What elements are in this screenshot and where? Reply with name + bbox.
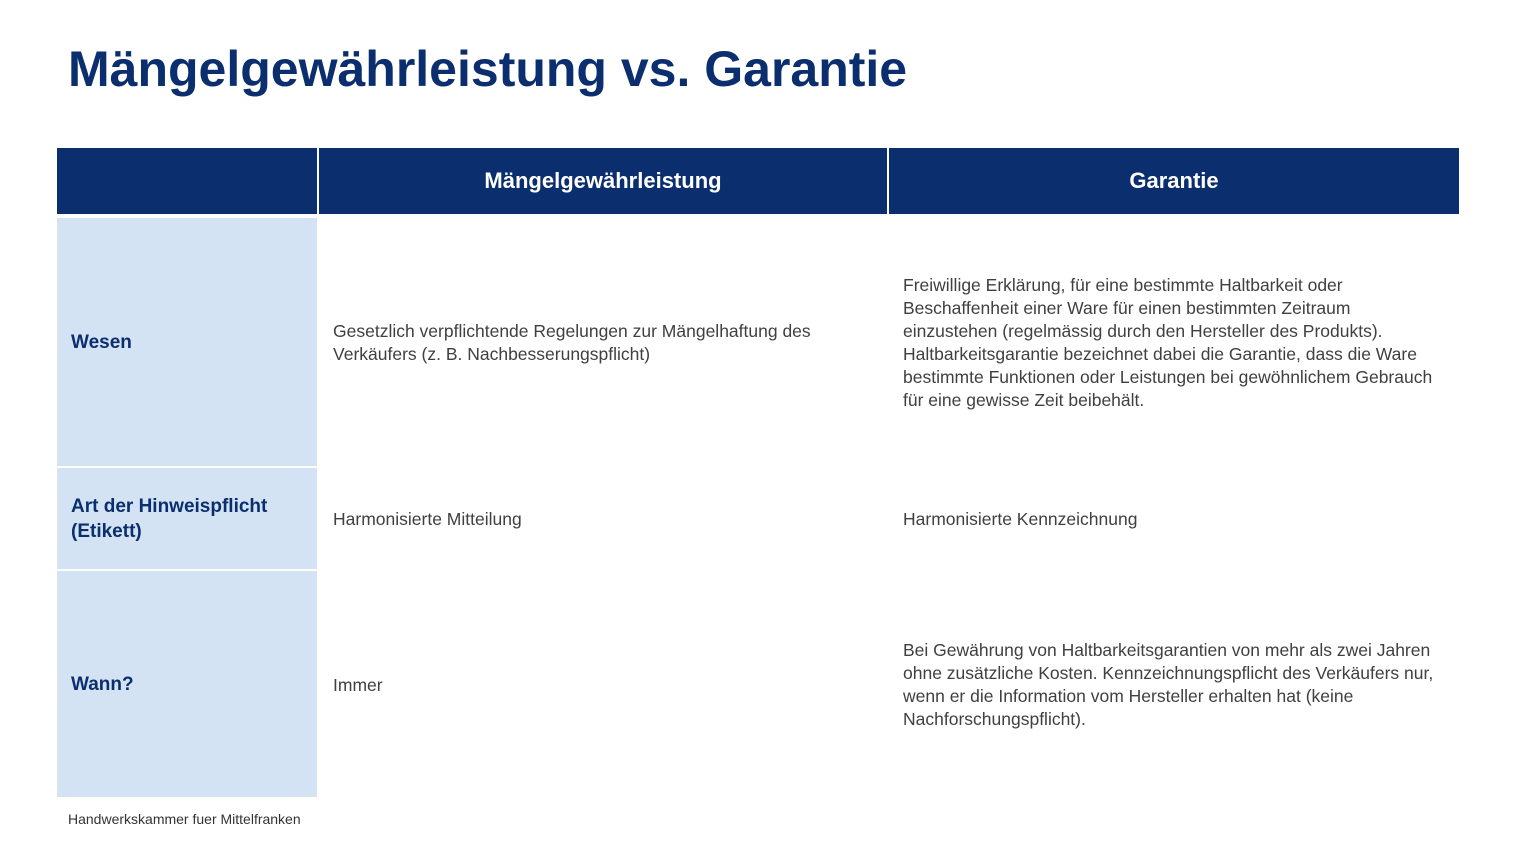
cell-wann-garantie: Bei Gewährung von Haltbarkeitsgarantien von mehr als zwei Jahren ohne zusätzliche Kosten. Kennzeichnungspflicht des Verkäufers nur, wenn er die Information vom Hersteller erhalten hat (keine Nachforschungspflicht). (903, 640, 1434, 729)
cell-wesen-maengelgewaehrleistung: Gesetzlich verpflichtende Regelungen zur Mängelhaftung des Verkäufers (z. B. Nachbesserungspflicht) (333, 321, 811, 364)
row-label-wesen: Wesen (57, 218, 319, 468)
cell-hinweispflicht-maengelgewaehrleistung: Harmonisierte Mitteilung (333, 509, 522, 529)
page-title: Mängelgewährleistung vs. Garantie (68, 41, 908, 97)
header-cell-maengelgewaehrleistung: Mängelgewährleistung (319, 148, 889, 214)
row-label-wann: Wann? (57, 571, 319, 799)
cell-wann-maengelgewaehrleistung: Immer (333, 674, 383, 695)
cell-wesen-garantie: Freiwillige Erklärung, für eine bestimmte Haltbarkeit oder Beschaffenheit einer Ware für einen bestimmten Zeitraum einzustehen (regelmässig durch den Hersteller des Produkts). Haltbarkeitsgarantie bezeichnet dabei die Garantie, dass die Ware bestimmte Funktionen oder Leistungen bei gewöhnlichem Gebrauch für eine gewisse Zeit beibehält. (903, 275, 1433, 410)
table-row (57, 468, 1459, 571)
cell-hinweispflicht-garantie: Harmonisierte Kennzeichnung (903, 509, 1138, 529)
table-row (57, 218, 1459, 468)
footer-source: Handwerkskammer fuer Mittelfranken (68, 811, 301, 827)
table-header-row (57, 148, 1459, 214)
row-label-hinweispflicht: Art der Hinweispflicht (Etikett) (57, 468, 319, 571)
table-row (57, 571, 1459, 799)
comparison-table (57, 148, 1459, 799)
header-cell-garantie: Garantie (1129, 168, 1219, 193)
header-cell-empty (57, 148, 319, 214)
